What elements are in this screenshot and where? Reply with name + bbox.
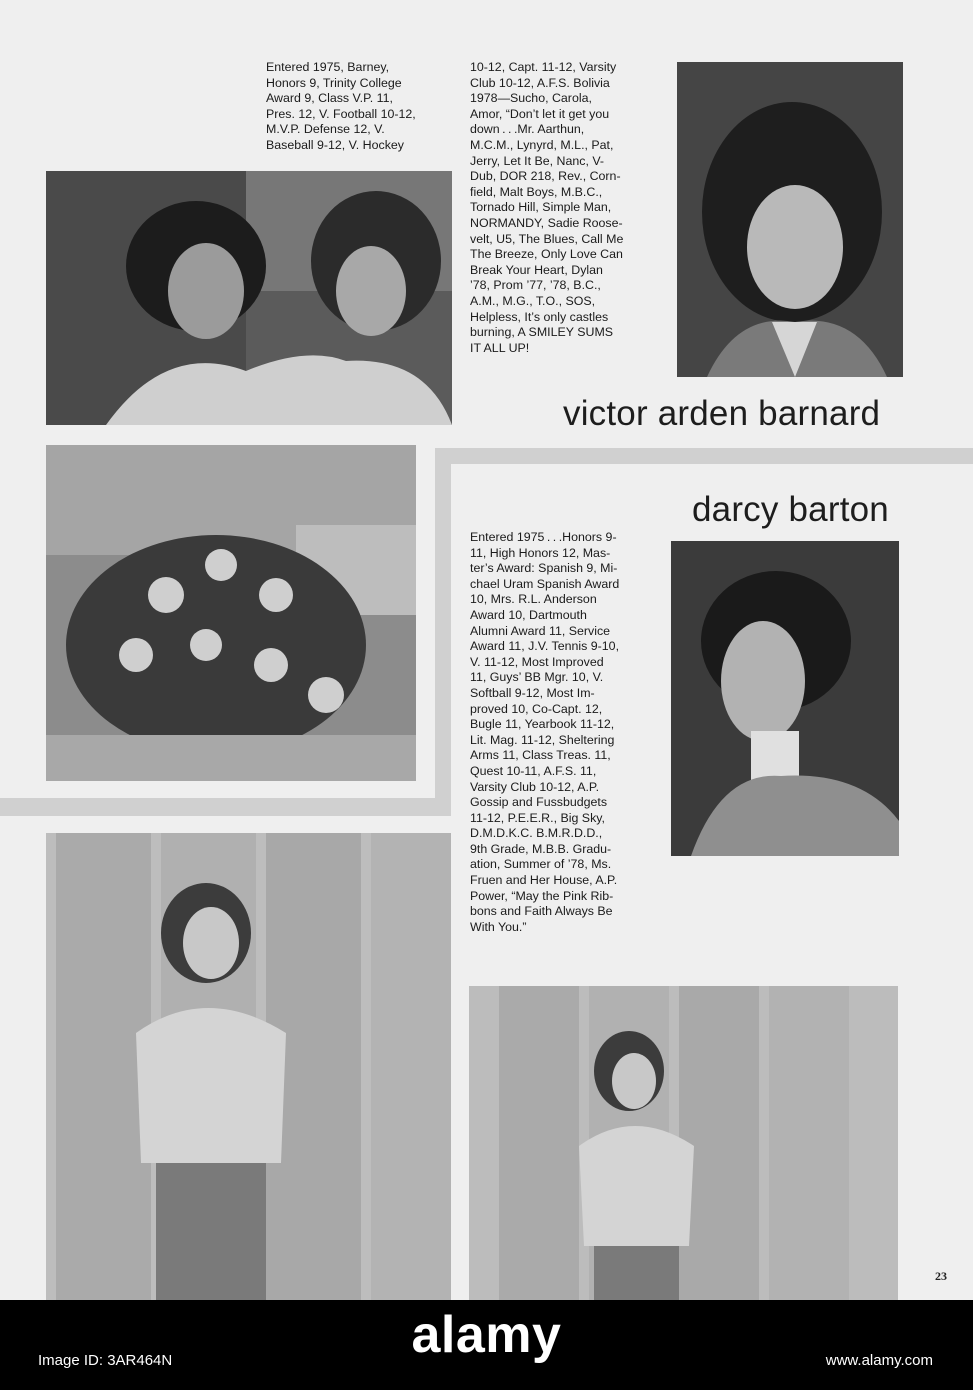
victor-name-heading: victor arden barnard	[563, 394, 881, 433]
page-number: 23	[935, 1269, 947, 1283]
watermark-brand: alamy	[411, 1306, 562, 1364]
darcy-bio: Entered 1975 . . .Honors 9- 11, High Honors 12, Mas- ter’s Award: Spanish 9, Mi- chael Uram Spanish Award 10, Mrs. R.L. Anderson Award 10, Dartmouth Alumni Award 11, Service Award 11, J.V. Tennis 9-10, V. 11-12, Most Improved 11, Guys’ BB Mgr. 10, V. Softball 9-12, Most Im- proved 10, Co-Capt. 12, Bugle 11, Yearbook 11-12, Lit. Mag. 11-12, Sheltering Arms 11, Class Treas. 11, Quest 10-11, A.F.S. 11, Varsity Club 10-12, A.P. Gossip and Fussbudgets 11-12, P.E.E.R., Big Sky, D.M.D.K.C. B.M.R.D.D., 9th Grade, M.B.B. Gradu- ation, Summer of ’78, Ms. Fruen and Her House, A.P. Power, “May the Pink Rib- bons and Faith Always Be With You.”	[470, 530, 620, 934]
victor-bio-column-2: 10-12, Capt. 11-12, Varsity Club 10-12, A.F.S. Bolivia 1978—Sucho, Carola, Amor, “Don’t let it get you down . . .Mr. Aarthun, M.C.M., Lynyrd, M.L., Pat, Jerry, Let It Be, Nanc, V- Dub, DOR 218, Rev., Corn- field, Malt Boys, M.B.C., Tornado Hill, Simple Man, NORMANDY, Sadie Roose- velt, U5, The Blues, Call Me The Breeze, Only Love Can Break Your Heart, Dylan ’78, Prom ’77, ’78, B.C., A.M., M.G., T.O., SOS, Helpless, It’s only castles burning, A SMILEY SUMS IT ALL UP!	[470, 60, 624, 355]
victor-portrait-photo	[677, 62, 903, 377]
section-band-horizontal	[0, 798, 451, 816]
watermark-url[interactable]: www.alamy.com	[825, 1352, 933, 1369]
victor-bio-column-1: Entered 1975, Barney, Honors 9, Trinity College Award 9, Class V.P. 11, Pres. 12, V. Football 10-12, M.V.P. Defense 12, V. Baseball 9-12, V. Hockey	[266, 60, 416, 152]
watermark-image-id: Image ID: 3AR464N	[38, 1352, 173, 1369]
darcy-portrait-photo	[671, 541, 899, 856]
darcy-name-heading: darcy barton	[692, 490, 889, 529]
section-band-vertical	[435, 448, 973, 464]
section-band-vertical-left	[435, 448, 451, 800]
darcy-lockers-photo-left	[46, 833, 451, 1300]
victor-candid-photo	[46, 171, 452, 425]
group-photo	[46, 445, 416, 781]
darcy-lockers-photo-right	[469, 986, 898, 1300]
